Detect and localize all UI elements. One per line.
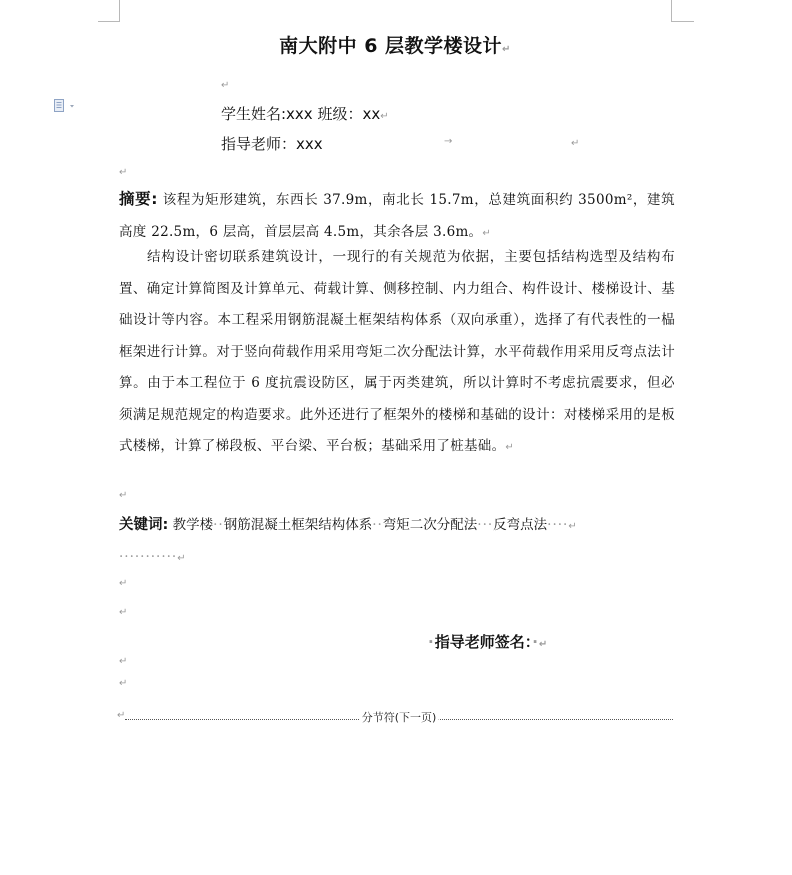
teacher-info-text: 指导老师：xxx	[221, 135, 323, 153]
paragraph-mark-icon: ↵	[119, 167, 128, 178]
paragraph-mark-icon: ↵	[177, 553, 186, 564]
paragraph-mark-icon: ↵	[221, 80, 230, 91]
document-options-icon[interactable]	[54, 99, 76, 113]
paragraph-mark-icon: ↵	[119, 607, 128, 618]
crop-mark-top-right	[671, 0, 673, 22]
keywords-label: 关键词:	[119, 517, 169, 533]
paragraph-mark-icon: ↵	[568, 521, 577, 532]
paragraph-mark-icon: ↵	[482, 227, 492, 239]
abstract-text-1: 该程为矩形建筑，东西长 37.9m，南北长 15.7m，总建筑面积约 3500m²，建筑高度 22.5m，6 层高，首层层高 4.5m，其余各层 3.6m。	[119, 192, 675, 240]
paragraph-mark-icon: ↵	[117, 710, 126, 721]
crop-mark-top-right-h	[672, 21, 694, 23]
title-text: 南大附中 6 层教学楼设计	[279, 35, 503, 57]
paragraph-mark-icon: ↵	[505, 442, 515, 453]
signature-label: 指导老师签名：	[434, 633, 533, 651]
keyword-item: 钢筋混凝土框架结构体系	[223, 517, 373, 533]
crop-mark-top-left-h	[98, 21, 119, 23]
abstract-paragraph-1	[119, 184, 675, 249]
abstract-paragraph-2	[119, 242, 675, 464]
paragraph-mark-icon: ↵	[538, 639, 548, 650]
signature-line: ·指导老师签名：·↵	[428, 633, 548, 651]
paragraph-mark-icon: ↵	[502, 44, 511, 55]
document-title	[120, 31, 670, 58]
paragraph-mark-icon: ↵	[119, 656, 128, 667]
teacher-info-line	[221, 133, 323, 154]
abstract-text-2: 结构设计密切联系建筑设计，一现行的有关规范为依据，主要包括结构选型及结构布置、确定计算简图及计算单元、荷载计算、侧移控制、内力组合、构件设计、楼梯设计、基础设计等内容。本工程采用钢筋混凝土框架结构体系（双向承重），选择了有代表性的一榀框架进行计算。对于竖向荷载作用采用弯矩二次分配法计算，水平荷载作用采用反弯点法计算。由于本工程位于 6 度抗震设防区，属于丙类建筑，所以计算时不考虑抗震要求，但必须满足规范规定的构造要求。此外还进行了框架外的楼梯和基础的设计：对楼梯采用的是板式楼梯，计算了梯段板、平台梁、平台板；基础采用了桩基础。	[119, 249, 675, 454]
abstract-label: 摘要:	[119, 190, 158, 208]
section-break-label: 分节符(下一页)	[361, 711, 437, 724]
paragraph-mark-icon: ↵	[571, 138, 580, 149]
student-info-text: 学生姓名:xxx 班级：xx	[221, 105, 381, 123]
paragraph-mark-icon: ↵	[119, 578, 128, 589]
student-info-line	[221, 103, 389, 124]
section-break	[125, 709, 673, 723]
keywords-paragraph: 关键词: 教学楼··钢筋混凝土框架结构体系··弯矩二次分配法···反弯点法····↵ ···········↵	[119, 517, 577, 565]
paragraph-mark-icon: ↵	[119, 490, 128, 501]
tab-arrow-icon: →	[444, 136, 453, 147]
crop-mark-top-left	[118, 0, 120, 22]
space-marks: ···········	[119, 549, 178, 565]
paragraph-mark-icon: ↵	[380, 111, 389, 122]
keyword-item: 反弯点法	[493, 517, 548, 533]
paragraph-mark-icon: ↵	[119, 678, 128, 689]
keyword-item: 弯矩二次分配法	[382, 517, 478, 533]
keyword-item: 教学楼	[172, 517, 214, 533]
